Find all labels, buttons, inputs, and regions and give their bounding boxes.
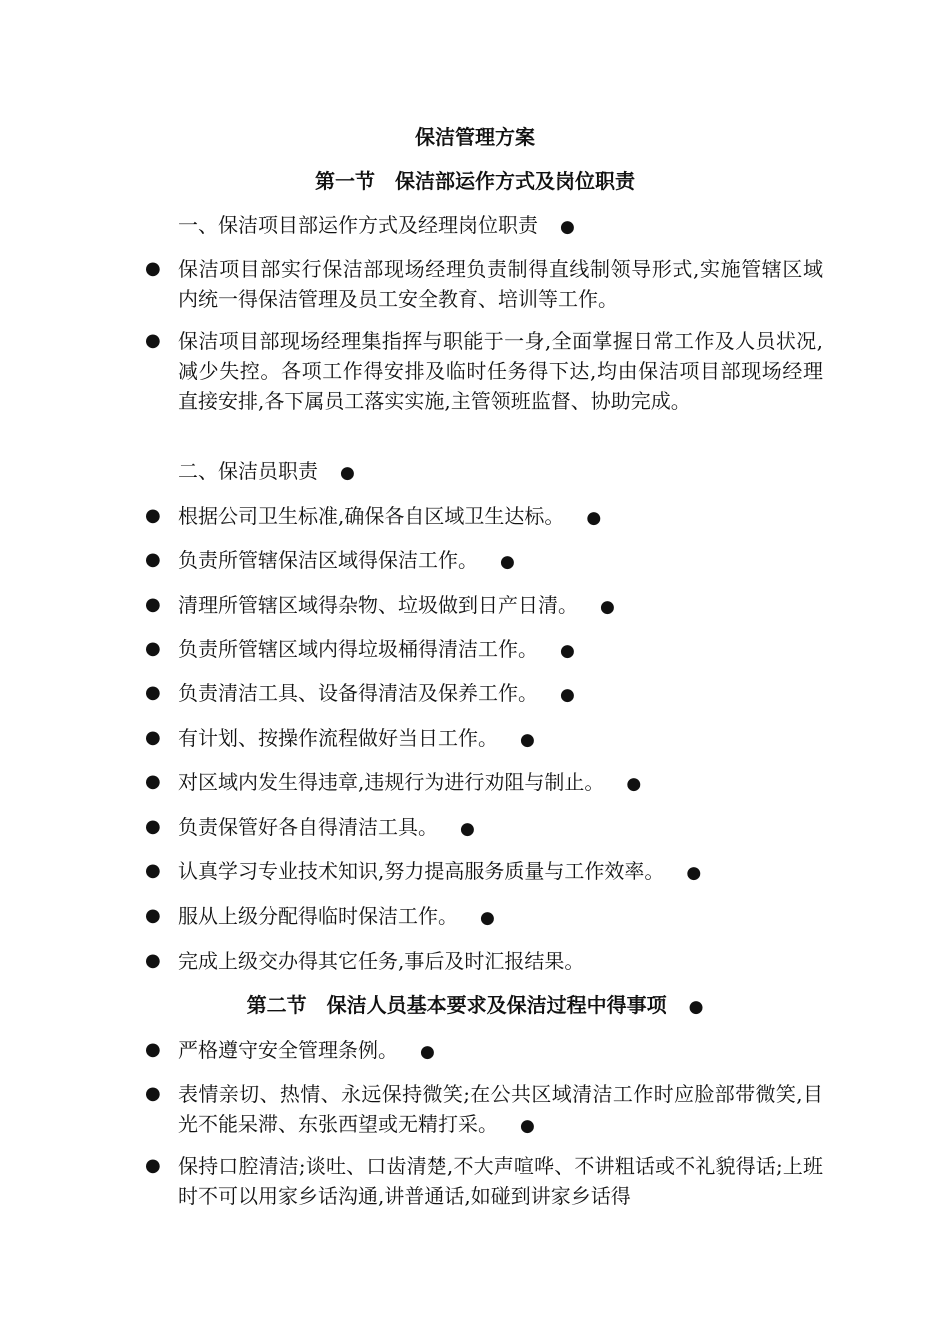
bullet-mark: ●: [340, 463, 355, 483]
bullet-icon: ●: [145, 638, 161, 659]
bullet-icon: ●: [145, 1083, 161, 1104]
bullet-mark: ●: [560, 685, 575, 705]
section-2-title: 第二节 保洁人员基本要求及保洁过程中得事项 ●: [0, 990, 950, 1022]
subsection-1-heading: 一、保洁项目部运作方式及经理岗位职责 ●: [178, 210, 818, 242]
bullet-icon: ●: [145, 258, 161, 279]
bullet-mark: ●: [500, 552, 515, 572]
bullet-mark: ●: [520, 730, 535, 750]
bullet-mark: ●: [586, 508, 602, 528]
bullet-mark: ●: [626, 774, 642, 794]
bullet-icon: ●: [145, 905, 161, 926]
bullet-mark: ●: [688, 997, 704, 1017]
bullet-icon: ●: [145, 950, 161, 971]
bullet-mark: ●: [520, 1116, 535, 1136]
section-1-title: 第一节 保洁部运作方式及岗位职责: [315, 169, 635, 193]
bullet-mark: ●: [460, 819, 475, 839]
bullet-icon: ●: [145, 549, 161, 570]
bullet-mark: ●: [420, 1042, 435, 1062]
bullet-mark: ●: [600, 597, 615, 617]
bullet-icon: ●: [145, 771, 161, 792]
document-page: 保洁管理方案 第一节 保洁部运作方式及岗位职责 一、保洁项目部运作方式及经理岗位职责 ● ● 保洁项目部实行保洁部现场经理负责制得直线制领导形式,实施管辖区域内统一得保洁管理及员工安全教育、培训等工作。 ● 保洁项目部现场经理集指挥与职能于一身,全面掌握日常工作及人员状况,减少失控。各项工作得安排及临时任务得下达,均由保洁项目部现场经理直接安排,各下属员工落实实施,主管领班监督、协助完成。 二、保洁员职责 ● ● 根据公司卫生标准,确保各自区域卫生达标。 ● ● 负责所管辖保洁区域得保洁工作。 ● ● 清理所管辖区域得杂物、垃圾做到日产日清。 ● ● 负责所管辖区域内得垃圾桶得清洁工作。 ● ● 负责清洁工具、设备得清洁及保养工作。 ● ● 有计划、按操作流程做好当日工作。 ● ● 对区域内发生得违章,违规行为进行劝阻与制止。 ● ● 负责保管好各自得清洁工具。 ● ● 认真学习专业技术知识,努力提高服务质量与工作效率。 ● ● 服从上级分配得临时保洁工作。 ● ● 完成上级交办得其它任务,事后及时汇报结果。 第二节 保洁人员基本要求及保洁过程中得事项 ● ● 严格遵守安全管理条例。 ● ● 表情亲切、热情、永远保持微笑;在公共区域清洁工作时应脸部带微笑,目光不能呆滞、东张西望或无精打采。 ● ● 保持口腔清洁;谈吐、口齿清楚,不大声喧哗、不讲粗话或不礼貌得话;上班时不可以用家乡话沟通,讲普通话,如碰到讲家乡话得: [0, 0, 950, 1344]
bullet-icon: ●: [145, 1155, 161, 1176]
bullet-icon: ●: [145, 860, 161, 881]
bullet-icon: ●: [145, 682, 161, 703]
bullet-icon: ●: [145, 816, 161, 837]
bullet-mark: ●: [560, 217, 575, 237]
bullet-icon: ●: [145, 505, 161, 526]
subsection-2-heading: 二、保洁员职责 ●: [178, 456, 818, 488]
bullet-mark: ●: [686, 863, 702, 883]
bullet-icon: ●: [145, 330, 161, 351]
bullet-icon: ●: [145, 727, 161, 748]
bullet-icon: ●: [145, 1039, 161, 1060]
bullet-mark: ●: [560, 641, 575, 661]
bullet-mark: ●: [480, 908, 495, 928]
document-title: 保洁管理方案: [415, 125, 535, 149]
bullet-icon: ●: [145, 594, 161, 615]
